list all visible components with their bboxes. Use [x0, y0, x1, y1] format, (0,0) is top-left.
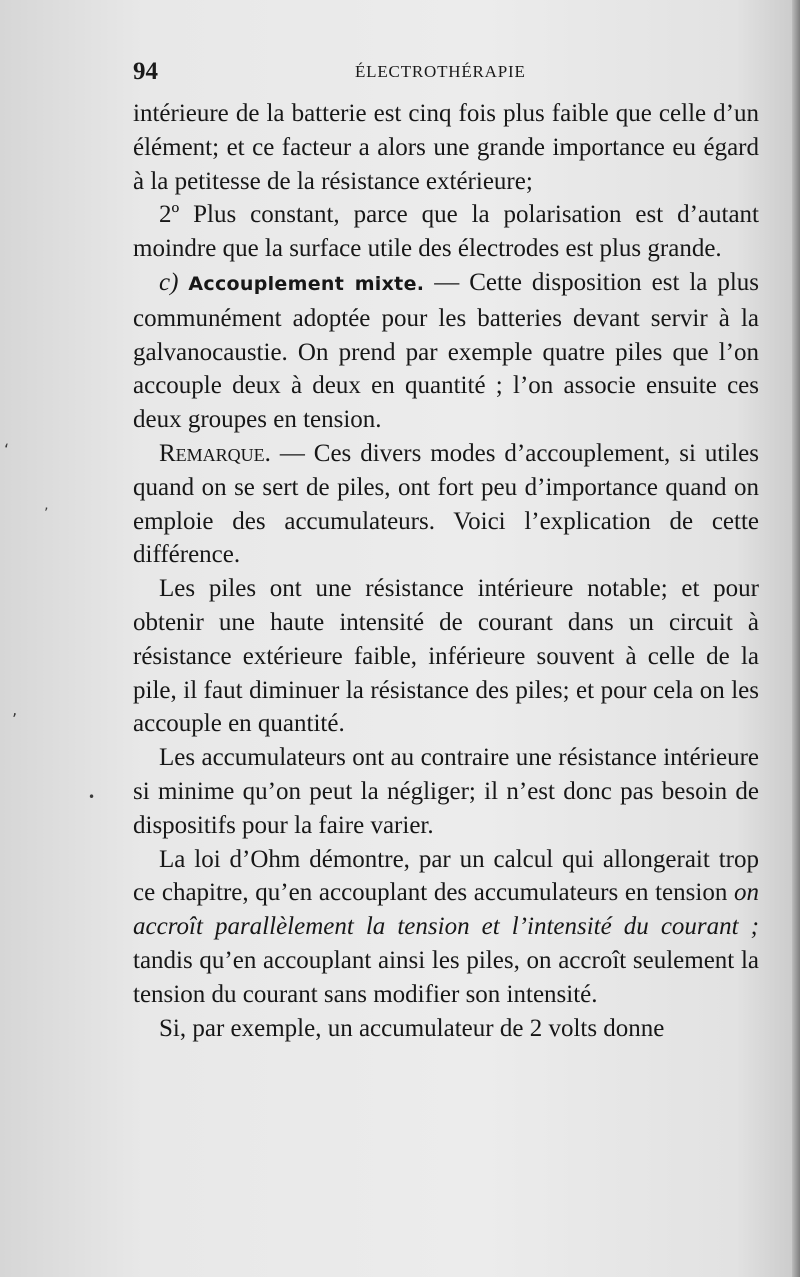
- margin-speck: ‘: [4, 440, 10, 459]
- paragraph-7: [133, 843, 759, 1012]
- remark-label: Remarque.: [159, 439, 271, 467]
- list-label: c): [159, 268, 179, 296]
- page-header: [133, 58, 753, 88]
- paragraph-4: [133, 437, 759, 572]
- margin-speck: ’: [44, 506, 49, 522]
- body-text: [133, 97, 759, 1045]
- paragraph-7-italic: on accroît parallèlement la tension et l’intensité du courant ;: [133, 879, 759, 941]
- paragraph-8: Si, par exemple, un accumulateur de 2 volts donne: [159, 1014, 665, 1042]
- paragraph-7-text-after: tandis qu’en accouplant ainsi les piles, on accroît seulement la tension du courant sans modifier son intensité.: [133, 946, 759, 1008]
- paragraph-6: Les accumulateurs ont au contraire une résistance intérieure si minime qu’on peut la négliger; il n’est donc pas besoin de dispositifs pour la faire varier.: [133, 744, 759, 839]
- paragraph-1: intérieure de la batterie est cinq fois plus faible que celle d’un élément; et ce facteur a alors une grande importance eu égard à la petitesse de la résistance extérieure;: [133, 100, 759, 195]
- running-title: ÉLECTROTHÉRAPIE: [355, 62, 526, 81]
- paragraph-3: [133, 266, 759, 437]
- paragraph-4-text: — Ces divers modes d’accouplement, si utiles quand on se sert de piles, ont fort peu d’importance quand on emploie des accumulateurs. Voici l’explication de cette différence.: [133, 439, 759, 569]
- page-number: 94: [133, 58, 158, 85]
- paragraph-7-text-before: La loi d’Ohm démontre, par un calcul qui allongerait trop ce chapitre, qu’en accouplant des accumulateurs en tension: [133, 845, 759, 907]
- paragraph-2: 2º Plus constant, parce que la polarisation est d’autant moindre que la surface utile des électrodes est plus grande.: [133, 201, 759, 263]
- paragraph-3-text: Cette disposition est la plus communément adoptée pour les batteries devant servir à la galvanocaustie. On prend par exemple quatre piles que l’on accouple deux à deux en quantité ; l’on associe ensuite ces deux groupes en tension.: [133, 268, 760, 434]
- heading-dash: —: [424, 268, 470, 296]
- margin-speck: •: [88, 790, 96, 804]
- section-heading-inline: Accouplement mixte.: [188, 272, 425, 295]
- page-edge-shadow: [792, 0, 800, 1277]
- margin-speck: ‚: [12, 700, 18, 719]
- paragraph-5: Les piles ont une résistance intérieure notable; et pour obtenir une haute intensité de courant dans un circuit à résistance extérieure faible, inférieure souvent à celle de la pile, il faut diminuer la résistance des piles; et pour cela on les accouple en quantité.: [133, 575, 759, 738]
